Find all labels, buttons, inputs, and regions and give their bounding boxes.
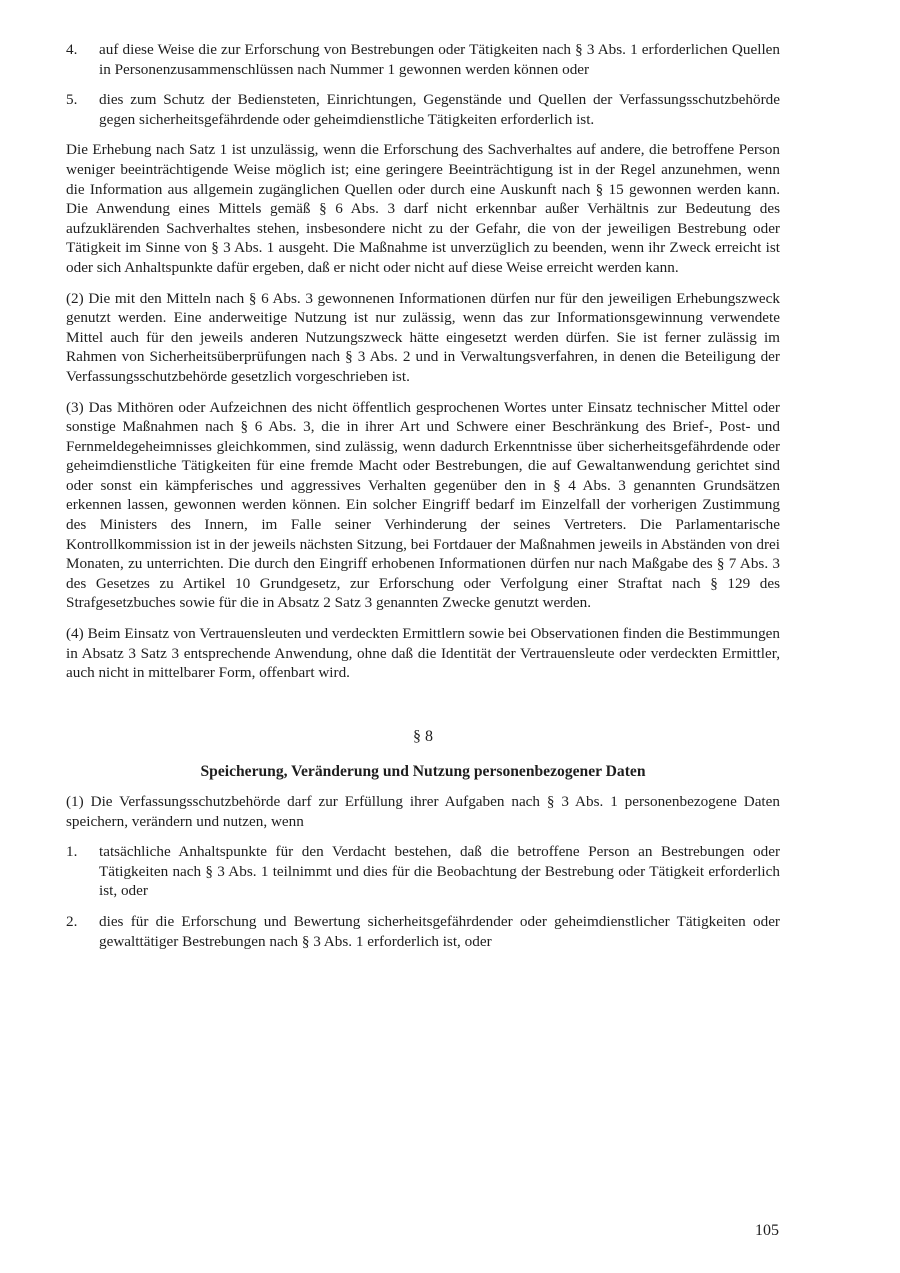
list-item-text: auf diese Weise die zur Erforschung von Bestrebungen oder Tätigkeiten nach § 3 Abs. 1 erforderlichen Quellen in Personenzusammenschlüssen nach Nummer 1 gewonnen werden können oder <box>99 41 780 78</box>
list-item-text: tatsächliche Anhaltspunkte für den Verdacht bestehen, daß die betroffene Person an Bestrebungen oder Tätigkeiten nach § 3 Abs. 1 teilnimmt und dies für die Beobachtung der Bestrebung oder Tätigkeit erforderlich ist, oder <box>99 843 780 900</box>
list-item <box>66 40 780 79</box>
list-item-text: dies für die Erforschung und Bewertung sicherheitsgefährdender oder geheimdienstlicher Tätigkeiten oder gewalttätiger Bestrebungen nach § 3 Abs. 1 erforderlich ist, oder <box>99 912 780 950</box>
list-item-number: 2. <box>66 912 78 930</box>
paragraph: (3) Das Mithören oder Aufzeichnen des nicht öffentlich gesprochenen Wortes unter Einsatz technischer Mittel oder sonstige Maßnahmen nach § 6 Abs. 3, die in ihrer Art und Schwere einer Beschränkung des Brief-, Post- und Fernmeldegeheimnisses gleichkommen, sind zulässig, wenn dadurch Erkenntnisse über sicherheitsgefährdende oder geheimdienstliche Tätigkeiten für eine fremde Macht oder Bestrebungen, die auf Gewaltanwendung gerichtet sind oder sonst ein kämpferisches und aggressives Verhalten gegenüber den in § 4 Abs. 3 genannten Grundsätzen erkennen lassen, gewonnen werden können. Ein solcher Eingriff bedarf im Einzelfall der vorherigen Zustimmung des Ministers des Innern, im Falle seiner Verhinderung der seines Vertreters. Die Parlamentarische Kontrollkommission ist in der jeweils nächsten Sitzung, bei Fortdauer der Maßnahmen jeweils in Abständen von drei Monaten, zu unterrichten. Die durch den Eingriff erhobenen Informationen dürfen nur nach Maßgabe des § 7 Abs. 3 des Gesetzes zu Artikel 10 Grundgesetz, zur Erforschung oder Verfolgung einer Straftat nach § 129 des Strafgesetzbuches sowie für die in Absatz 2 Satz 3 genannten Zwecke genutzt werden. <box>66 398 780 612</box>
paragraph: (2) Die mit den Mitteln nach § 6 Abs. 3 gewonnenen Informationen dürfen nur für den jeweiligen Erhebungszweck genutzt werden. Eine anderweitige Nutzung ist nur zulässig, wenn das zur Informationsgewinnung verwendete Mittel auch für den jeweils anderen Nutzungszweck hätte eingesetzt werden dürfen. Sie ist ferner zulässig im Rahmen von Sicherheitsüberprüfungen nach § 3 Abs. 2 und in Verwaltungsverfahren, in denen die Beteiligung der Verfassungsschutzbehörde gesetzlich vorgeschrieben ist. <box>66 289 780 385</box>
page-body <box>66 40 780 951</box>
list-item-number: 5. <box>66 91 78 109</box>
paragraph: (4) Beim Einsatz von Vertrauensleuten und verdeckten Ermittlern sowie bei Observationen finden die Bestimmungen in Absatz 3 Satz 3 entsprechende Anwendung, ohne daß die Identität der Vertrauensleute oder verdeckten Ermittler, auch nicht in mittelbarer Form, offenbart wird. <box>66 625 780 682</box>
list-item <box>66 912 780 951</box>
paragraph: Die Erhebung nach Satz 1 ist unzulässig, wenn die Erforschung des Sachverhaltes auf andere, die betroffene Person weniger beeinträchtigende Weise möglich ist; eine geringere Beeinträchtigung ist in der Regel anzunehmen, wenn die Information aus allgemein zugänglichen Quellen oder durch eine Auskunft nach § 15 gewonnen werden kann. Die Anwendung eines Mittels gemäß § 6 Abs. 3 darf nicht erkennbar außer Verhältnis zur Bedeutung des aufzuklärenden Sachverhaltes stehen, insbesondere nicht zu der Gefahr, die von der jeweiligen Bestrebung oder Tätigkeit im Sinne von § 3 Abs. 1 ausgeht. Die Maßnahme ist unverzüglich zu beenden, wenn ihr Zweck erreicht ist oder sich Anhaltspunkte dafür ergeben, daß er nicht oder nicht auf diese Weise erreicht werden kann. <box>66 141 780 276</box>
section-heading: Speicherung, Veränderung und Nutzung personenbezogener Daten <box>200 763 646 781</box>
list-item <box>66 842 780 901</box>
list-item <box>66 90 780 129</box>
list-item-text: dies zum Schutz der Bediensteten, Einrichtungen, Gegenstände und Quellen der Verfassungsschutzbehörde gegen sicherheitsgefährdende oder geheimdienstliche Tätigkeiten erforderlich ist. <box>99 91 780 128</box>
list-item-number: 1. <box>66 843 78 861</box>
page-number: 105 <box>755 1222 779 1239</box>
section-number: § 8 <box>413 727 433 745</box>
paragraph: (1) Die Verfassungsschutzbehörde darf zur Erfüllung ihrer Aufgaben nach § 3 Abs. 1 personenbezogene Daten speichern, verändern und nutzen, wenn <box>66 793 780 830</box>
list-item-number: 4. <box>66 41 78 58</box>
